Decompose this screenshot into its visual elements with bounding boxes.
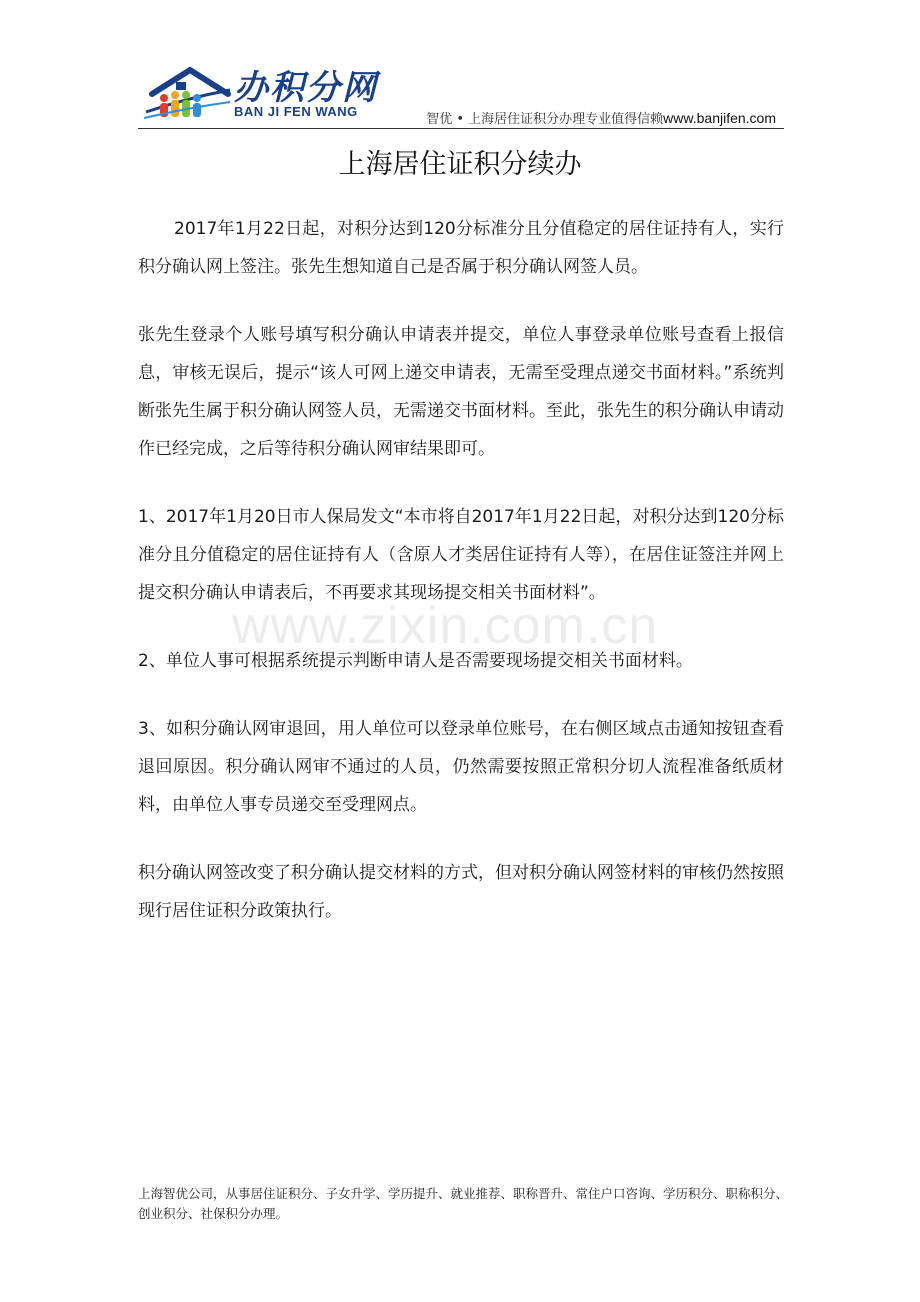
paragraph: 张先生登录个人账号填写积分确认申请表并提交，单位人事登录单位账号查看上报信息，审核无误后，提示“该人可网上递交申请表，无需至受理点递交书面材料。”系统判断张先生属于积分确认网签人员，无需递交书面材料。至此，张先生的积分确认申请动作已经完成，之后等待积分确认网审结果即可。 bbox=[138, 325, 784, 459]
watermark: www.zixin.com.cn bbox=[232, 597, 659, 655]
page-footer: 上海智优公司，从事居住证积分、子女升学、学历提升、就业推荐、职称晋升、常住户口咨询、学历积分、职称积分、创业积分、社保积分办理。 bbox=[138, 1186, 789, 1221]
document-title: 上海居住证积分续办 bbox=[338, 149, 582, 180]
site-url: www.banjifen.com bbox=[663, 110, 776, 126]
paragraph: 2、单位人事可根据系统提示判断申请人是否需要现场提交相关书面材料。 bbox=[138, 651, 693, 671]
paragraph: 1、2017年1月20日市人保局发文“本市将自2017年1月22日起，对积分达到120分标准分且分值稳定的居住证持有人（含原人才类居住证持有人等），在居住证签注并网上提交积分确认申请表后，不再要求其现场提交相关书面材料”。 bbox=[138, 507, 784, 603]
banjifen-logo-icon bbox=[142, 62, 232, 122]
page-header bbox=[138, 58, 784, 129]
header-tagline bbox=[426, 108, 776, 127]
paragraph: 积分确认网签改变了积分确认提交材料的方式，但对积分确认网签材料的审核仍然按照现行居住证积分政策执行。 bbox=[138, 863, 784, 921]
brand-name-cn: 办积分网 bbox=[234, 68, 378, 108]
document-body bbox=[138, 210, 784, 960]
paragraph: 2017年1月22日起，对积分达到120分标准分且分值稳定的居住证持有人，实行积分确认网上签注。张先生想知道自己是否属于积分确认网签人员。 bbox=[138, 219, 784, 277]
tagline-text: 智优 • 上海居住证积分办理专业值得信赖 bbox=[426, 112, 664, 127]
paragraph: 3、如积分确认网审退回，用人单位可以登录单位账号，在右侧区域点击通知按钮查看退回原因。积分确认网审不通过的人员，仍然需要按照正常积分切人流程准备纸质材料，由单位人事专员递交至受理网点。 bbox=[138, 719, 784, 815]
brand-name-en: BAN JI FEN WANG bbox=[234, 104, 358, 119]
